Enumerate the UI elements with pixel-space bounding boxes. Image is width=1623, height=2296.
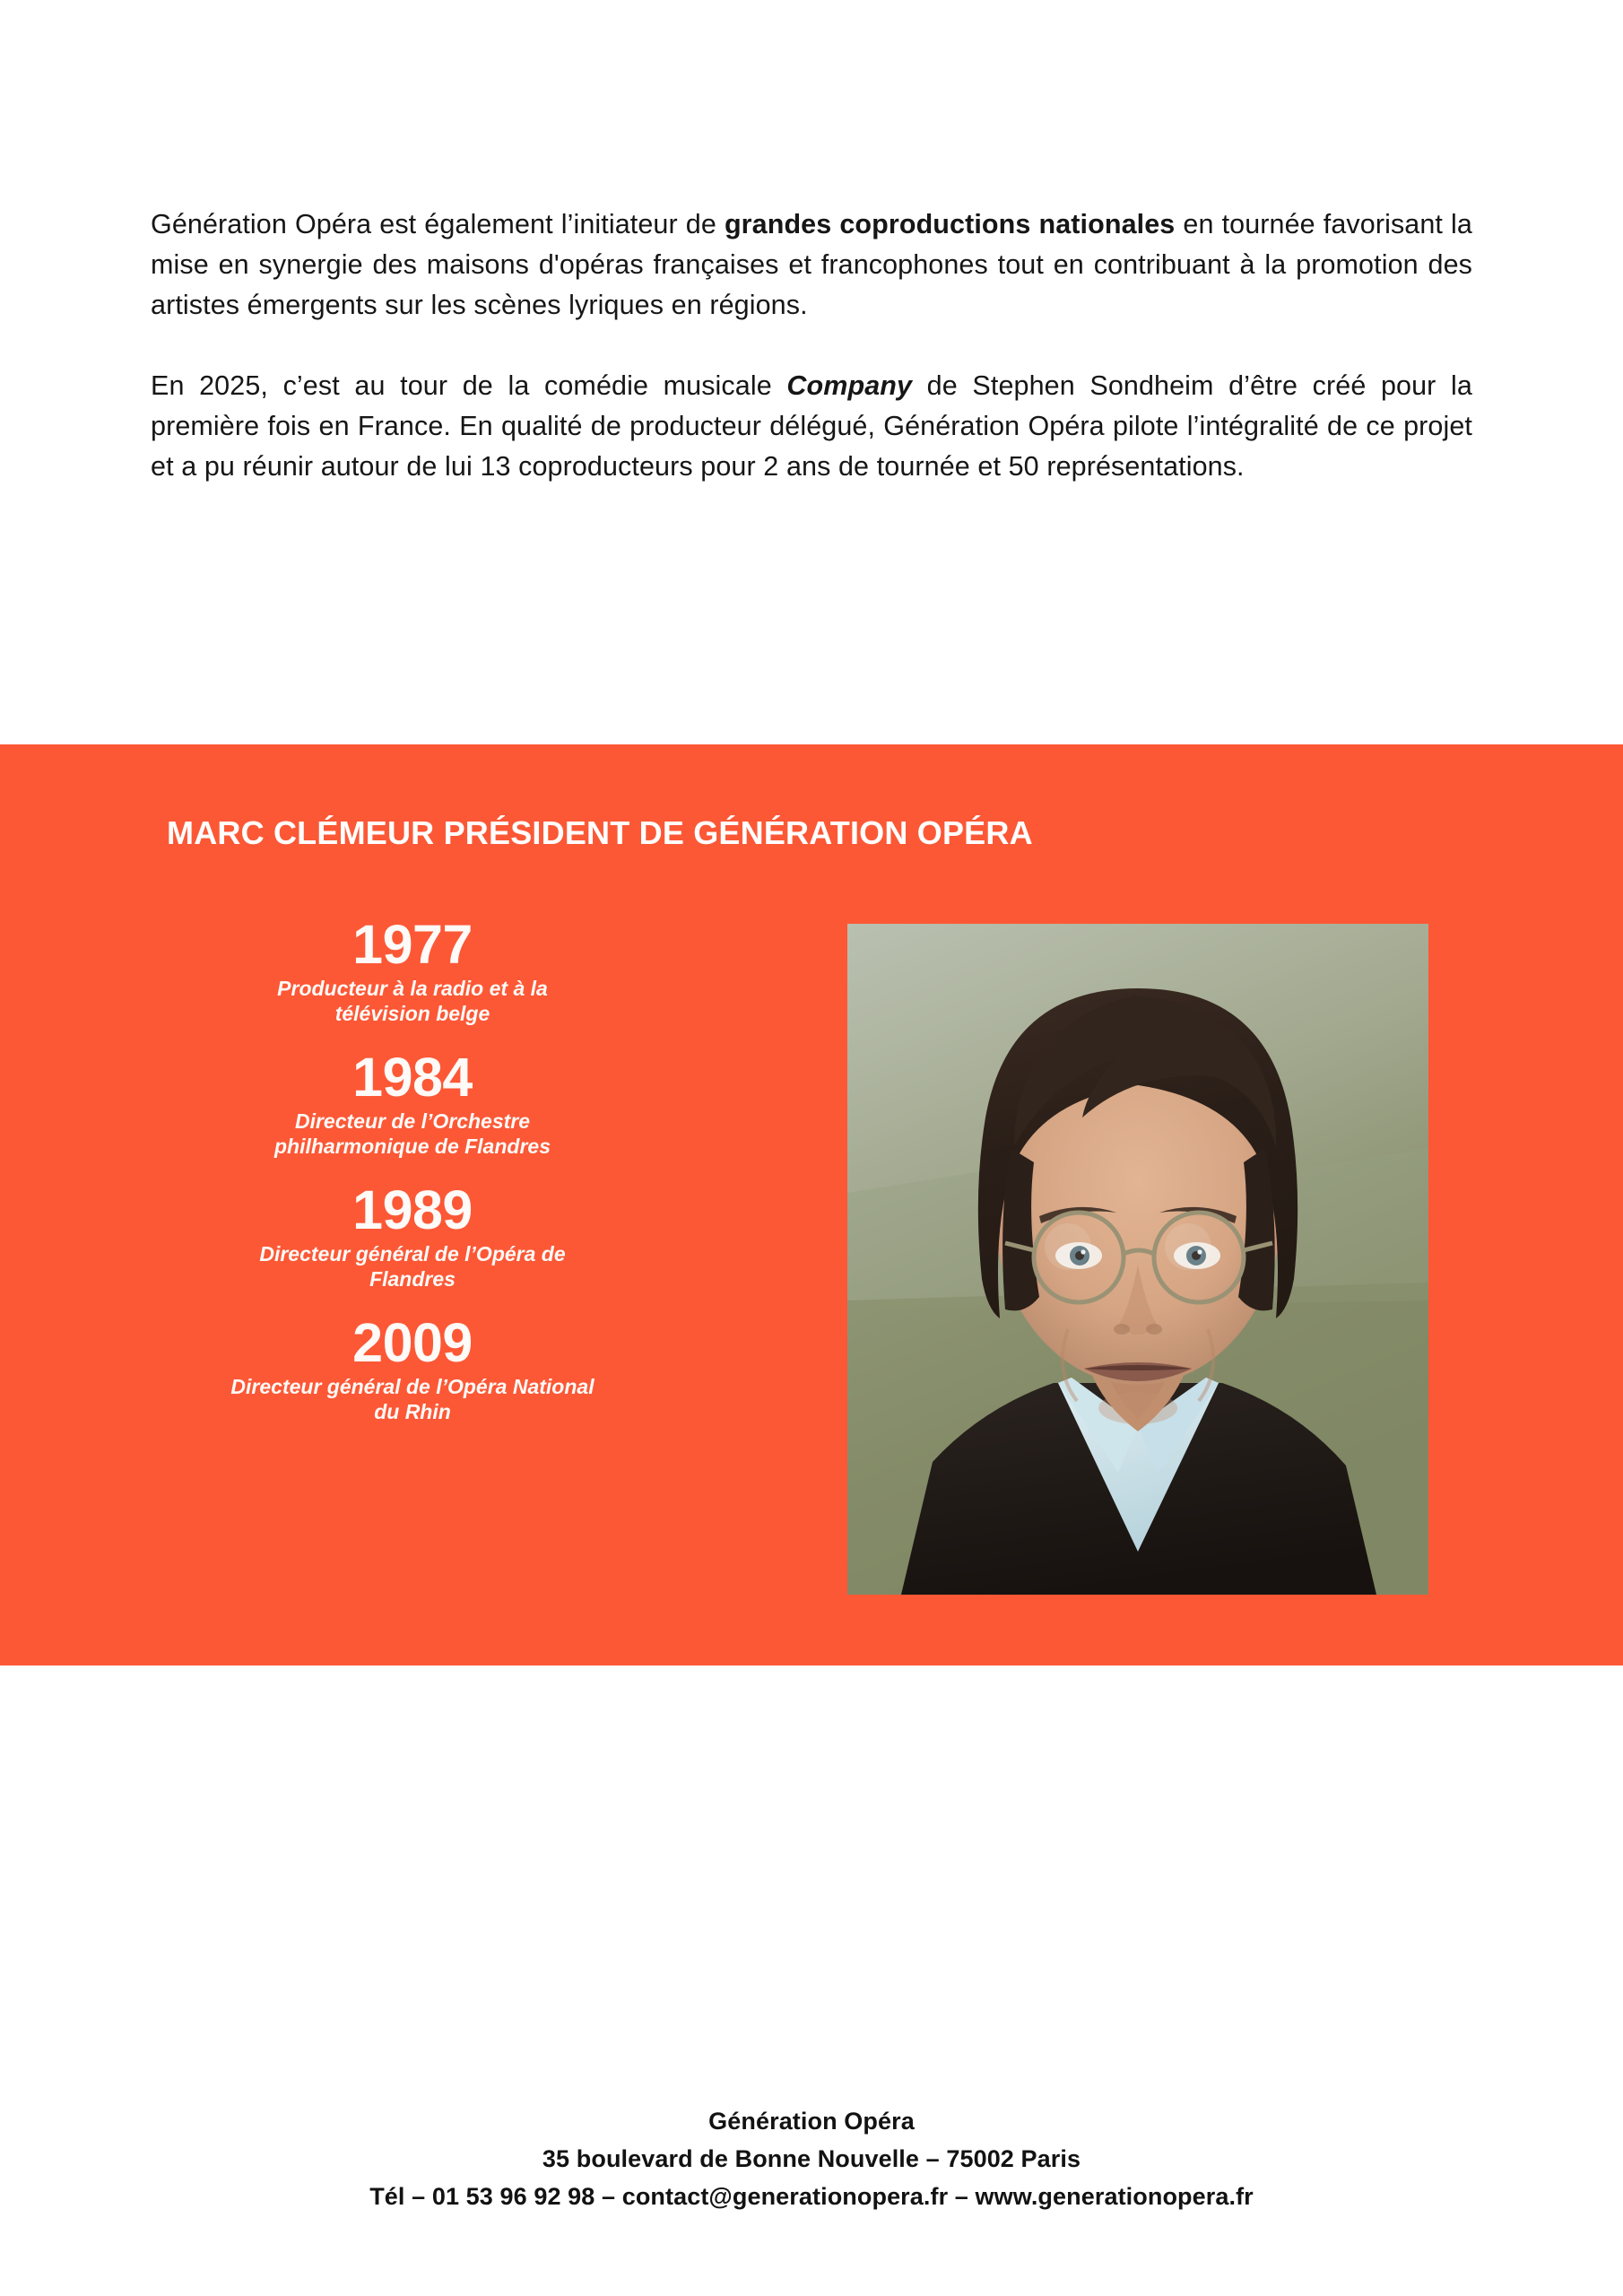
paragraph-segment-title: Company: [786, 370, 913, 402]
paragraph-segment: En 2025, c’est au tour de la comédie musicale: [151, 370, 787, 402]
paragraph-segment: de Stephen Sondheim d’être créé pour la première fois en France. En qualité de producteur délégué, Génération Opéra pilote l’intégralité de ce projet et a pu réunir autour de lui 13 coproducteurs pour 2 ans de tournée et 50 représentations.: [151, 370, 1472, 483]
page-footer: [0, 2103, 1623, 2216]
paragraph-segment-bold: grandes coproductions nationales: [724, 209, 1176, 239]
intro-paragraph-2: [151, 366, 1472, 486]
timeline-entry: [229, 1046, 596, 1159]
portrait-photo: [847, 924, 1428, 1595]
timeline-description: Directeur général de l’Opéra de Flandres: [259, 1241, 566, 1291]
career-timeline: [229, 914, 596, 1424]
timeline-entry: [229, 1311, 596, 1424]
paragraph-segment: en tournée favorisant la mise en synergie des maisons d'opéras françaises et francophones tout en contribuant à la promotion des artistes émergents sur les scènes lyriques en régions.: [151, 209, 1472, 320]
timeline-entry: [229, 1178, 596, 1292]
intro-paragraph-1: [151, 204, 1472, 325]
timeline-year: 1989: [352, 1178, 473, 1240]
timeline-year: 1977: [352, 914, 473, 975]
intro-body-copy: [151, 204, 1472, 487]
highlight-section-title: MARC CLÉMEUR PRÉSIDENT DE GÉNÉRATION OPÉRA: [167, 814, 1033, 851]
timeline-year: 1984: [352, 1046, 473, 1108]
portrait-photo-icon: [847, 924, 1428, 1595]
timeline-description: Directeur de l’Orchestre philharmonique de Flandres: [274, 1109, 551, 1158]
timeline-description: Producteur à la radio et à la télévision belge: [277, 976, 548, 1025]
footer-address: 35 boulevard de Bonne Nouvelle – 75002 Paris: [542, 2144, 1081, 2172]
timeline-description: Directeur général de l’Opéra National du Rhin: [230, 1374, 595, 1423]
paragraph-segment: Génération Opéra est également l’initiateur de: [151, 209, 725, 239]
footer-organization: Génération Opéra: [708, 2108, 915, 2135]
footer-contact: Tél – 01 53 96 92 98 – contact@generationopera.fr – www.generationopera.fr: [369, 2182, 1254, 2210]
timeline-entry: [229, 914, 596, 1026]
timeline-year: 2009: [352, 1311, 473, 1373]
